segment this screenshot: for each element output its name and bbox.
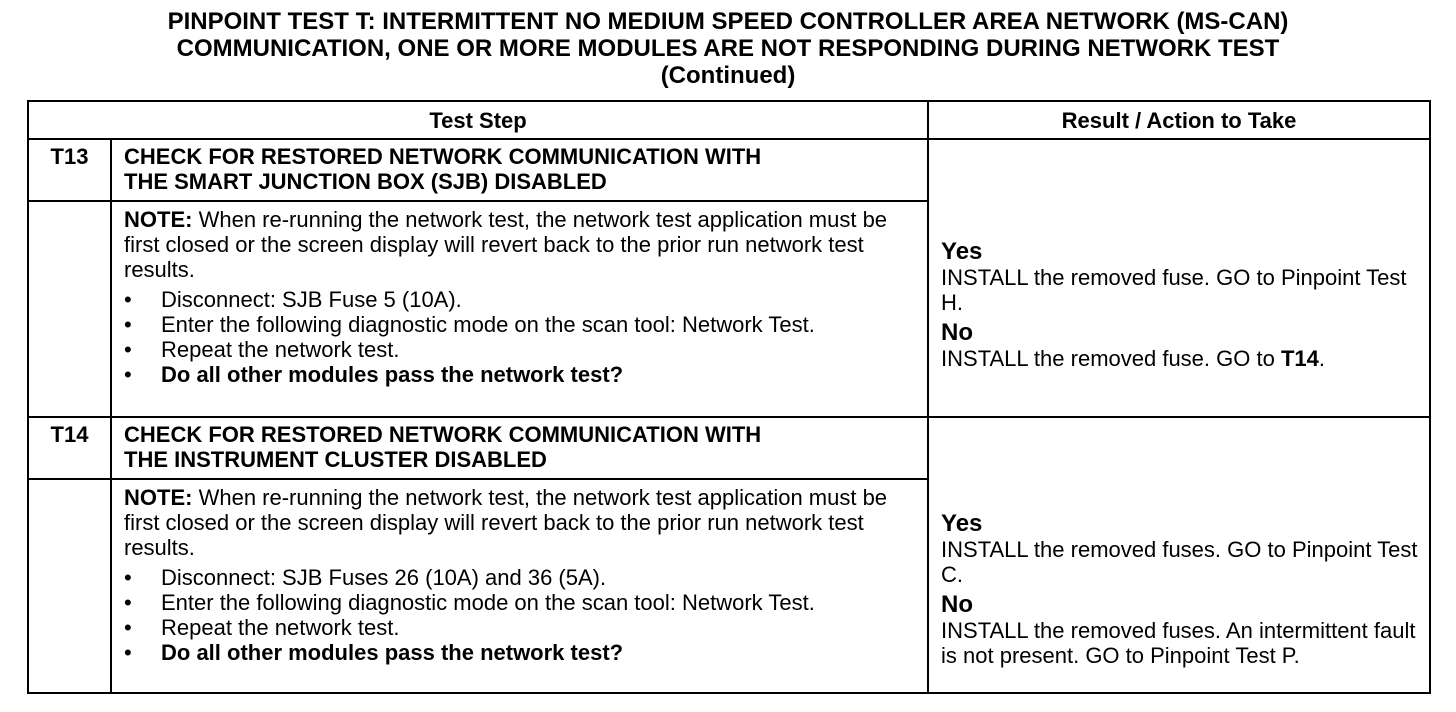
step-bullets bbox=[124, 565, 917, 665]
step-title-line-1: CHECK FOR RESTORED NETWORK COMMUNICATION WITH bbox=[124, 422, 762, 447]
step-title-line-1: CHECK FOR RESTORED NETWORK COMMUNICATION WITH bbox=[124, 144, 762, 169]
yes-label: Yes bbox=[941, 510, 983, 537]
no-result bbox=[941, 320, 1419, 371]
bullet-marker: • bbox=[124, 615, 132, 640]
step-title bbox=[111, 417, 928, 479]
bullet-text: Repeat the network test. bbox=[161, 615, 400, 640]
step-bullets bbox=[124, 287, 917, 387]
step-note bbox=[124, 207, 917, 282]
step-id-spacer bbox=[28, 479, 111, 693]
bullet-item bbox=[124, 615, 917, 640]
no-action: INSTALL the removed fuses. An intermittent fault is not present. GO to Pinpoint Test P. bbox=[941, 618, 1416, 668]
note-text: When re-running the network test, the network test application must be first closed or the screen display will revert back to the prior run network test results. bbox=[124, 207, 888, 282]
bullet-text: Repeat the network test. bbox=[161, 337, 400, 362]
note-label: NOTE: bbox=[124, 485, 193, 510]
yes-action: INSTALL the removed fuses. GO to Pinpoint Test C. bbox=[941, 537, 1418, 587]
step-result bbox=[928, 139, 1430, 417]
bullet-marker: • bbox=[124, 362, 132, 387]
no-action bbox=[941, 346, 1419, 371]
step-title-row bbox=[28, 417, 1430, 479]
step-id: T14 bbox=[28, 417, 111, 479]
step-body bbox=[111, 479, 928, 693]
bullet-item bbox=[124, 312, 917, 337]
bullet-marker: • bbox=[124, 312, 132, 337]
step-title-line-2: THE SMART JUNCTION BOX (SJB) DISABLED bbox=[124, 169, 607, 194]
no-action-suffix: . bbox=[1318, 345, 1325, 371]
bullet-text: Enter the following diagnostic mode on the scan tool: Network Test. bbox=[161, 590, 815, 615]
bullet-marker: • bbox=[124, 337, 132, 362]
yes-label: Yes bbox=[941, 237, 983, 265]
bullet-item bbox=[124, 590, 917, 615]
bullet-marker: • bbox=[124, 287, 132, 312]
step-id-spacer bbox=[28, 201, 111, 417]
no-result bbox=[941, 592, 1419, 668]
bullet-item bbox=[124, 337, 917, 362]
bullet-question: Do all other modules pass the network test? bbox=[161, 640, 624, 665]
step-title-line-2: THE INSTRUMENT CLUSTER DISABLED bbox=[124, 447, 547, 472]
step-note bbox=[124, 485, 917, 560]
bullet-text: Enter the following diagnostic mode on the scan tool: Network Test. bbox=[161, 312, 815, 337]
pinpoint-test-table bbox=[27, 100, 1431, 694]
step-id: T13 bbox=[28, 139, 111, 201]
step-body bbox=[111, 201, 928, 417]
bullet-marker: • bbox=[124, 590, 132, 615]
note-text: When re-running the network test, the network test application must be first closed or the screen display will revert back to the prior run network test results. bbox=[124, 485, 888, 560]
yes-result bbox=[941, 239, 1419, 315]
page-title bbox=[0, 8, 1456, 89]
yes-result bbox=[941, 511, 1419, 587]
step-title-row bbox=[28, 139, 1430, 201]
step-result bbox=[928, 417, 1430, 693]
no-action-ref: T14 bbox=[1280, 345, 1319, 371]
title-line-1: PINPOINT TEST T: INTERMITTENT NO MEDIUM SPEED CONTROLLER AREA NETWORK (MS-CAN) bbox=[167, 8, 1289, 35]
header-result: Result / Action to Take bbox=[928, 101, 1430, 139]
title-line-3: (Continued) bbox=[660, 62, 796, 89]
no-label: No bbox=[941, 591, 974, 618]
no-label: No bbox=[941, 318, 974, 346]
bullet-marker: • bbox=[124, 640, 132, 665]
no-action-text: INSTALL the removed fuse. GO to bbox=[941, 345, 1281, 371]
bullet-item bbox=[124, 287, 917, 312]
step-title bbox=[111, 139, 928, 201]
note-label: NOTE: bbox=[124, 207, 193, 232]
bullet-marker: • bbox=[124, 565, 132, 590]
header-row bbox=[28, 101, 1430, 139]
header-test-step: Test Step bbox=[28, 101, 928, 139]
bullet-item bbox=[124, 640, 917, 665]
bullet-text: Disconnect: SJB Fuse 5 (10A). bbox=[161, 287, 462, 312]
yes-action: INSTALL the removed fuse. GO to Pinpoint Test H. bbox=[941, 264, 1407, 315]
bullet-item bbox=[124, 362, 917, 387]
bullet-text: Disconnect: SJB Fuses 26 (10A) and 36 (5A). bbox=[161, 565, 607, 590]
title-line-2: COMMUNICATION, ONE OR MORE MODULES ARE NOT RESPONDING DURING NETWORK TEST bbox=[176, 35, 1280, 62]
bullet-question: Do all other modules pass the network test? bbox=[161, 362, 624, 387]
bullet-item bbox=[124, 565, 917, 590]
